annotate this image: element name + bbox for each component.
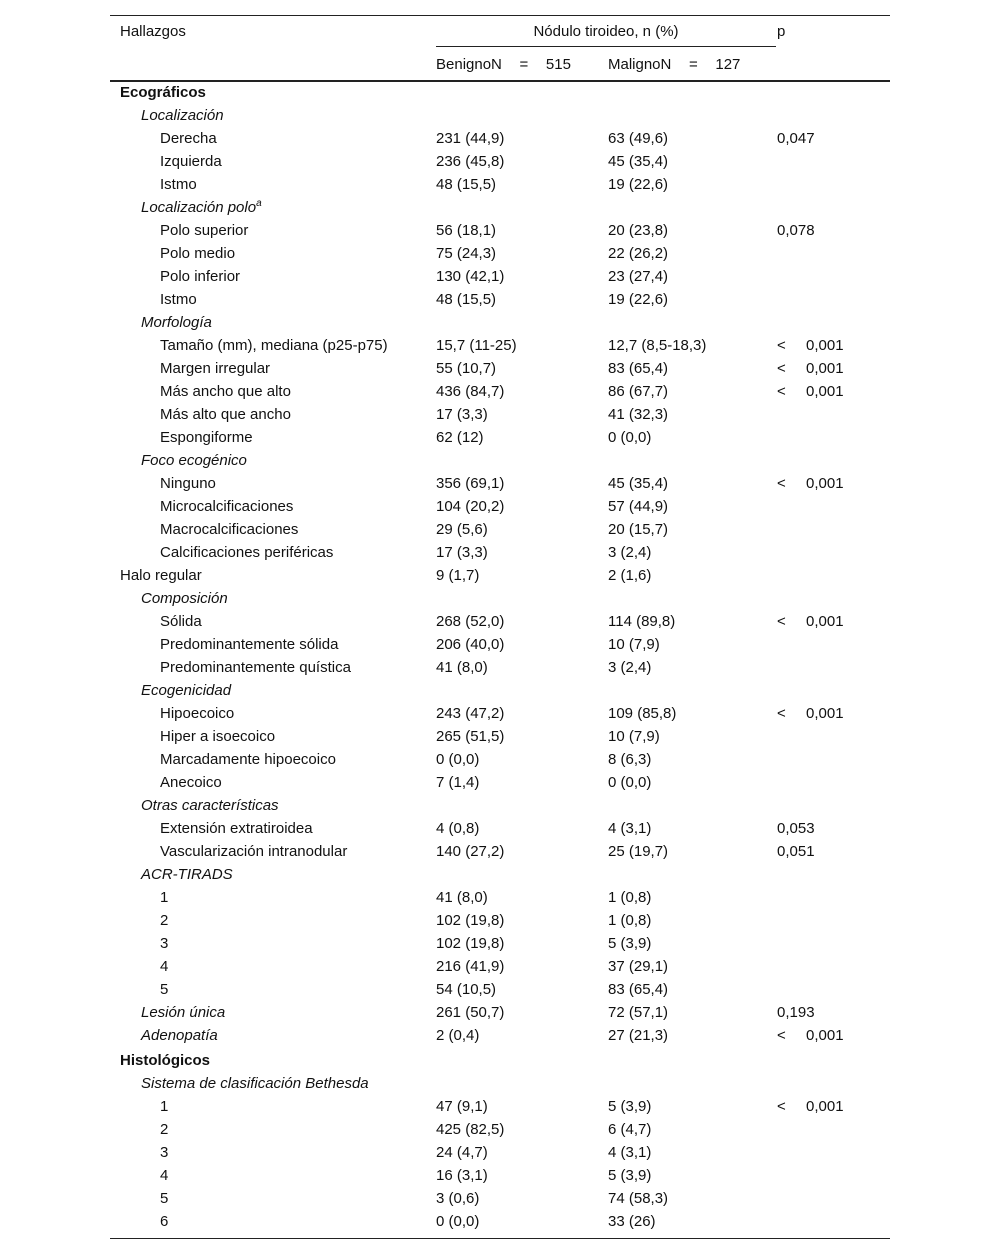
row-label bbox=[141, 196, 262, 219]
table-row bbox=[110, 932, 890, 955]
row-label bbox=[160, 380, 291, 403]
malign-value: 19 (22,6) bbox=[608, 291, 669, 308]
p-value-text: 0,001 bbox=[806, 613, 844, 630]
row-label-text: Predominantemente quística bbox=[160, 659, 351, 676]
malign-value: 20 (23,8) bbox=[608, 222, 669, 239]
benign-value: 102 (19,8) bbox=[436, 912, 505, 929]
benign-value: 130 (42,1) bbox=[436, 268, 505, 285]
header-benign-n: 515 bbox=[545, 56, 571, 73]
table-row bbox=[110, 1187, 890, 1210]
table-row bbox=[110, 909, 890, 932]
row-label bbox=[160, 817, 313, 840]
row-label bbox=[160, 541, 333, 564]
benign-value: 24 (4,7) bbox=[436, 1144, 488, 1161]
row-label-text: 3 bbox=[160, 935, 169, 952]
table-row bbox=[110, 863, 890, 886]
row-label bbox=[120, 1049, 210, 1072]
benign-value: 17 (3,3) bbox=[436, 406, 488, 423]
header-malign-label: MalignoN bbox=[608, 56, 672, 73]
table-row bbox=[110, 794, 890, 817]
row-label bbox=[160, 219, 248, 242]
table-row bbox=[110, 748, 890, 771]
p-value bbox=[777, 357, 844, 380]
row-label-text: Predominantemente sólida bbox=[160, 636, 339, 653]
malign-value: 63 (49,6) bbox=[608, 130, 669, 147]
table-row bbox=[110, 978, 890, 1001]
malign-value: 114 (89,8) bbox=[608, 613, 676, 630]
row-label bbox=[160, 1164, 168, 1187]
header-benign-label: BenignoN bbox=[436, 56, 502, 73]
row-label-text: Sólida bbox=[160, 613, 202, 630]
row-label-text: Derecha bbox=[160, 130, 217, 147]
table-bottom-rule bbox=[110, 1238, 890, 1239]
p-less-than: < bbox=[777, 475, 786, 492]
p-value bbox=[777, 817, 815, 840]
row-label bbox=[141, 1072, 369, 1095]
malign-value: 45 (35,4) bbox=[608, 153, 669, 170]
row-label bbox=[160, 242, 235, 265]
row-label bbox=[160, 840, 347, 863]
row-label bbox=[160, 127, 217, 150]
row-label bbox=[141, 863, 233, 886]
row-label-text: Marcadamente hipoecoico bbox=[160, 751, 336, 768]
table-row bbox=[110, 541, 890, 564]
benign-value: 425 (82,5) bbox=[436, 1121, 505, 1138]
malign-value: 23 (27,4) bbox=[608, 268, 669, 285]
malign-value: 37 (29,1) bbox=[608, 958, 669, 975]
row-label-text: Izquierda bbox=[160, 153, 222, 170]
p-value-text: 0,001 bbox=[806, 337, 844, 354]
benign-value: 9 (1,7) bbox=[436, 567, 480, 584]
malign-value: 5 (3,9) bbox=[608, 935, 652, 952]
row-label bbox=[120, 564, 202, 587]
p-less-than: < bbox=[777, 360, 786, 377]
row-label-text: Tamaño (mm), mediana (p25-p75) bbox=[160, 337, 388, 354]
malign-value: 5 (3,9) bbox=[608, 1167, 652, 1184]
row-label-text: Macrocalcificaciones bbox=[160, 521, 299, 538]
p-value-text: 0,053 bbox=[777, 820, 815, 837]
row-label bbox=[160, 173, 197, 196]
row-label-text: ACR-TIRADS bbox=[141, 866, 233, 883]
footnote-marker: a bbox=[256, 198, 262, 209]
row-label-text: Más ancho que alto bbox=[160, 383, 291, 400]
benign-value: 48 (15,5) bbox=[436, 176, 497, 193]
malign-value: 83 (65,4) bbox=[608, 360, 669, 377]
row-label-text: Ninguno bbox=[160, 475, 216, 492]
table-row bbox=[110, 495, 890, 518]
benign-value: 0 (0,0) bbox=[436, 1213, 480, 1230]
row-label-text: Hiper a isoecoico bbox=[160, 728, 276, 745]
p-value-text: 0,001 bbox=[806, 1027, 844, 1044]
header-findings: Hallazgos bbox=[120, 23, 186, 40]
row-label bbox=[160, 978, 168, 1001]
p-value bbox=[777, 380, 844, 403]
p-less-than: < bbox=[777, 1098, 786, 1115]
table-row bbox=[110, 1210, 890, 1233]
p-value-text: 0,001 bbox=[806, 705, 844, 722]
malign-value: 3 (2,4) bbox=[608, 659, 652, 676]
row-label bbox=[160, 702, 234, 725]
benign-value: 261 (50,7) bbox=[436, 1004, 505, 1021]
table-row bbox=[110, 196, 890, 219]
row-label bbox=[141, 449, 247, 472]
table-row bbox=[110, 886, 890, 909]
row-label bbox=[141, 104, 224, 127]
row-label-text: Istmo bbox=[160, 176, 197, 193]
benign-value: 41 (8,0) bbox=[436, 659, 488, 676]
benign-value: 41 (8,0) bbox=[436, 889, 488, 906]
benign-value: 17 (3,3) bbox=[436, 544, 488, 561]
malign-value: 74 (58,3) bbox=[608, 1190, 669, 1207]
p-less-than: < bbox=[777, 613, 786, 630]
benign-value: 231 (44,9) bbox=[436, 130, 505, 147]
p-value-text: 0,001 bbox=[806, 1098, 844, 1115]
row-label-text: 6 bbox=[160, 1213, 169, 1230]
row-label bbox=[160, 472, 216, 495]
malign-value: 12,7 (8,5-18,3) bbox=[608, 337, 707, 354]
table-row bbox=[110, 288, 890, 311]
row-label bbox=[141, 311, 212, 334]
malign-value: 20 (15,7) bbox=[608, 521, 669, 538]
malign-value: 33 (26) bbox=[608, 1213, 656, 1230]
row-label bbox=[160, 886, 168, 909]
row-label bbox=[160, 518, 298, 541]
table-row bbox=[110, 150, 890, 173]
row-label-text: Composición bbox=[141, 590, 228, 607]
malign-value: 3 (2,4) bbox=[608, 544, 652, 561]
row-label bbox=[160, 725, 275, 748]
benign-value: 2 (0,4) bbox=[436, 1027, 480, 1044]
row-label-text: Microcalcificaciones bbox=[160, 498, 294, 515]
table-row bbox=[110, 1095, 890, 1118]
benign-value: 356 (69,1) bbox=[436, 475, 505, 492]
row-label-text: Localización bbox=[141, 107, 224, 124]
table-row bbox=[110, 242, 890, 265]
header-benign-eq: = bbox=[519, 56, 529, 73]
malign-value: 2 (1,6) bbox=[608, 567, 652, 584]
p-less-than: < bbox=[777, 337, 786, 354]
row-label bbox=[160, 288, 197, 311]
p-value-text: 0,001 bbox=[806, 475, 844, 492]
benign-value: 140 (27,2) bbox=[436, 843, 505, 860]
benign-value: 265 (51,5) bbox=[436, 728, 505, 745]
benign-value: 48 (15,5) bbox=[436, 291, 497, 308]
malign-value: 1 (0,8) bbox=[608, 912, 652, 929]
benign-value: 29 (5,6) bbox=[436, 521, 488, 538]
table-row bbox=[110, 1049, 890, 1072]
row-label bbox=[160, 771, 222, 794]
p-value-text: 0,001 bbox=[806, 360, 844, 377]
row-label-text: Histológicos bbox=[120, 1052, 211, 1069]
header-malign bbox=[608, 53, 740, 76]
row-label-text: 5 bbox=[160, 981, 169, 998]
benign-value: 268 (52,0) bbox=[436, 613, 505, 630]
table-row bbox=[110, 1164, 890, 1187]
row-label-text: Extensión extratiroidea bbox=[160, 820, 313, 837]
table-row bbox=[110, 357, 890, 380]
row-label-text: Foco ecogénico bbox=[141, 452, 247, 469]
benign-value: 54 (10,5) bbox=[436, 981, 497, 998]
row-label-text: Istmo bbox=[160, 291, 197, 308]
row-label bbox=[160, 1095, 168, 1118]
table-row bbox=[110, 1118, 890, 1141]
malign-value: 4 (3,1) bbox=[608, 820, 652, 837]
row-label bbox=[120, 81, 206, 104]
row-label bbox=[160, 1141, 168, 1164]
table-row bbox=[110, 725, 890, 748]
table-row bbox=[110, 380, 890, 403]
row-label-text: 3 bbox=[160, 1144, 169, 1161]
table-top-rule bbox=[110, 15, 890, 16]
p-value-text: 0,051 bbox=[777, 843, 815, 860]
p-value bbox=[777, 1095, 844, 1118]
malign-value: 1 (0,8) bbox=[608, 889, 652, 906]
row-label bbox=[160, 633, 338, 656]
benign-value: 7 (1,4) bbox=[436, 774, 480, 791]
benign-value: 236 (45,8) bbox=[436, 153, 505, 170]
row-label-text: Otras características bbox=[141, 797, 279, 814]
row-label bbox=[160, 1118, 168, 1141]
table-row bbox=[110, 771, 890, 794]
row-label-text: Polo medio bbox=[160, 245, 236, 262]
row-label bbox=[141, 679, 231, 702]
row-label-text: Polo superior bbox=[160, 222, 249, 239]
table-row bbox=[110, 633, 890, 656]
p-value bbox=[777, 610, 844, 633]
benign-value: 243 (47,2) bbox=[436, 705, 505, 722]
row-label-text: Más alto que ancho bbox=[160, 406, 291, 423]
header-malign-n: 127 bbox=[715, 56, 741, 73]
row-label bbox=[160, 357, 270, 380]
header-nodule-group: Nódulo tiroideo, n (%) bbox=[533, 23, 679, 40]
benign-value: 47 (9,1) bbox=[436, 1098, 488, 1115]
row-label bbox=[160, 1187, 168, 1210]
p-value bbox=[777, 840, 815, 863]
benign-value: 216 (41,9) bbox=[436, 958, 505, 975]
benign-value: 436 (84,7) bbox=[436, 383, 505, 400]
table-row bbox=[110, 334, 890, 357]
p-value-text: 0,193 bbox=[777, 1004, 815, 1021]
malign-value: 72 (57,1) bbox=[608, 1004, 669, 1021]
row-label bbox=[160, 265, 240, 288]
p-value-text: 0,078 bbox=[777, 222, 815, 239]
benign-value: 0 (0,0) bbox=[436, 751, 480, 768]
malign-value: 109 (85,8) bbox=[608, 705, 677, 722]
table-row bbox=[110, 1024, 890, 1047]
row-label-text: Morfología bbox=[141, 314, 212, 331]
header-p: p bbox=[777, 23, 786, 40]
benign-value: 16 (3,1) bbox=[436, 1167, 488, 1184]
benign-value: 56 (18,1) bbox=[436, 222, 497, 239]
table-row bbox=[110, 840, 890, 863]
row-label-text: Vascularización intranodular bbox=[160, 843, 348, 860]
row-label-text: 4 bbox=[160, 958, 169, 975]
row-label bbox=[141, 794, 279, 817]
row-label bbox=[160, 955, 168, 978]
table-row bbox=[110, 265, 890, 288]
table-row bbox=[110, 1001, 890, 1024]
p-value bbox=[777, 702, 844, 725]
table-row bbox=[110, 955, 890, 978]
row-label bbox=[141, 1024, 218, 1047]
table-row bbox=[110, 472, 890, 495]
row-label-text: 2 bbox=[160, 1121, 169, 1138]
row-label-text: Espongiforme bbox=[160, 429, 253, 446]
malign-value: 6 (4,7) bbox=[608, 1121, 652, 1138]
table-row bbox=[110, 311, 890, 334]
row-label-text: Localización polo bbox=[141, 199, 257, 216]
table-row bbox=[110, 679, 890, 702]
table-row bbox=[110, 656, 890, 679]
row-label-text: Ecogenicidad bbox=[141, 682, 232, 699]
p-value bbox=[777, 334, 844, 357]
table-row bbox=[110, 81, 890, 104]
row-label bbox=[160, 426, 253, 449]
p-less-than: < bbox=[777, 705, 786, 722]
group-header-rule bbox=[436, 46, 776, 47]
row-label-text: Sistema de clasificación Bethesda bbox=[141, 1075, 369, 1092]
table-row bbox=[110, 449, 890, 472]
malign-value: 25 (19,7) bbox=[608, 843, 669, 860]
row-label-text: 1 bbox=[160, 1098, 169, 1115]
row-label bbox=[160, 403, 291, 426]
table-row bbox=[110, 426, 890, 449]
row-label-text: Calcificaciones periféricas bbox=[160, 544, 334, 561]
table-row bbox=[110, 1072, 890, 1095]
row-label-text: Ecográficos bbox=[120, 84, 206, 101]
malign-value: 19 (22,6) bbox=[608, 176, 669, 193]
table-row bbox=[110, 403, 890, 426]
malign-value: 45 (35,4) bbox=[608, 475, 669, 492]
row-label bbox=[160, 495, 293, 518]
table-row bbox=[110, 173, 890, 196]
malign-value: 0 (0,0) bbox=[608, 774, 652, 791]
table-row bbox=[110, 702, 890, 725]
malign-value: 57 (44,9) bbox=[608, 498, 669, 515]
malign-value: 86 (67,7) bbox=[608, 383, 669, 400]
p-less-than: < bbox=[777, 1027, 786, 1044]
malign-value: 0 (0,0) bbox=[608, 429, 652, 446]
row-label bbox=[160, 748, 336, 771]
row-label-text: 5 bbox=[160, 1190, 169, 1207]
table-row bbox=[110, 564, 890, 587]
row-label-text: Adenopatía bbox=[141, 1027, 218, 1044]
malign-value: 10 (7,9) bbox=[608, 728, 660, 745]
table-row bbox=[110, 587, 890, 610]
header-malign-eq: = bbox=[688, 56, 698, 73]
row-label-text: Anecoico bbox=[160, 774, 222, 791]
row-label bbox=[160, 150, 222, 173]
p-value bbox=[777, 1001, 815, 1024]
p-value-text: 0,001 bbox=[806, 383, 844, 400]
table-row bbox=[110, 127, 890, 150]
p-value-text: 0,047 bbox=[777, 130, 815, 147]
row-label bbox=[160, 932, 168, 955]
row-label bbox=[160, 610, 202, 633]
malign-value: 10 (7,9) bbox=[608, 636, 660, 653]
table-row bbox=[110, 610, 890, 633]
benign-value: 15,7 (11-25) bbox=[436, 337, 517, 354]
row-label-text: Margen irregular bbox=[160, 360, 271, 377]
p-value bbox=[777, 219, 815, 242]
p-less-than: < bbox=[777, 383, 786, 400]
p-value bbox=[777, 472, 844, 495]
row-label-text: 1 bbox=[160, 889, 169, 906]
row-label bbox=[160, 334, 388, 357]
table-row bbox=[110, 219, 890, 242]
row-label bbox=[160, 1210, 168, 1233]
table-row bbox=[110, 817, 890, 840]
table-row bbox=[110, 518, 890, 541]
row-label-text: 2 bbox=[160, 912, 169, 929]
malign-value: 4 (3,1) bbox=[608, 1144, 652, 1161]
benign-value: 206 (40,0) bbox=[436, 636, 505, 653]
header-benign bbox=[436, 53, 571, 76]
table-row bbox=[110, 1141, 890, 1164]
row-label bbox=[141, 587, 228, 610]
row-label bbox=[141, 1001, 225, 1024]
benign-value: 102 (19,8) bbox=[436, 935, 505, 952]
row-label-text: Polo inferior bbox=[160, 268, 241, 285]
malign-value: 5 (3,9) bbox=[608, 1098, 652, 1115]
row-label-text: Halo regular bbox=[120, 567, 202, 584]
benign-value: 3 (0,6) bbox=[436, 1190, 480, 1207]
table-row bbox=[110, 104, 890, 127]
malign-value: 22 (26,2) bbox=[608, 245, 669, 262]
malign-value: 83 (65,4) bbox=[608, 981, 669, 998]
p-value bbox=[777, 127, 815, 150]
row-label-text: Lesión única bbox=[141, 1004, 226, 1021]
p-value bbox=[777, 1024, 844, 1047]
benign-value: 104 (20,2) bbox=[436, 498, 505, 515]
benign-value: 55 (10,7) bbox=[436, 360, 497, 377]
row-label bbox=[160, 909, 168, 932]
malign-value: 27 (21,3) bbox=[608, 1027, 669, 1044]
malign-value: 41 (32,3) bbox=[608, 406, 669, 423]
row-label-text: Hipoecoico bbox=[160, 705, 235, 722]
benign-value: 62 (12) bbox=[436, 429, 484, 446]
row-label bbox=[160, 656, 351, 679]
row-label-text: 4 bbox=[160, 1167, 169, 1184]
malign-value: 8 (6,3) bbox=[608, 751, 652, 768]
benign-value: 4 (0,8) bbox=[436, 820, 480, 837]
benign-value: 75 (24,3) bbox=[436, 245, 497, 262]
